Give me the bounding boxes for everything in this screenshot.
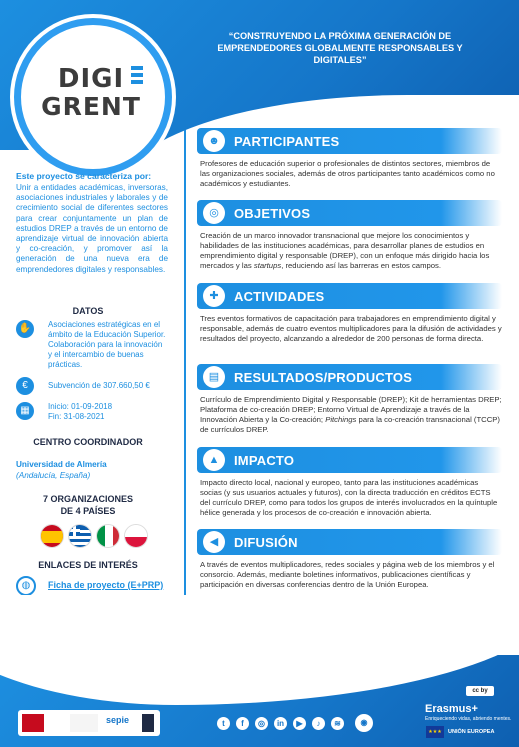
spain-government-logo-icon [22,714,44,732]
youtube-icon[interactable]: ▶ [293,717,306,730]
section-title: IMPACTO [234,453,295,468]
puzzle-icon: ✚ [203,285,225,307]
facebook-icon[interactable]: f [236,717,249,730]
orgs-line-1: 7 ORGANIZACIONES [42,494,133,504]
globe-icon: ◍ [16,576,36,596]
podcast-icon[interactable]: ◉ [355,714,373,732]
section-header [197,283,502,309]
section-objetivos [197,200,502,271]
section-header [197,200,502,226]
section-title: DIFUSIÓN [234,535,298,550]
handshake-icon: ✋ [16,320,34,338]
tiktok-icon[interactable]: ♪ [312,717,325,730]
datos-title: DATOS [72,306,104,316]
spotify-icon[interactable]: ≋ [331,717,344,730]
ministry-logo-icon [70,714,98,732]
orgs-line-2: DE 4 PAÍSES [60,506,116,516]
spain-flag-icon [40,524,64,548]
sponsor-logos [18,710,160,736]
poland-flag-icon [124,524,148,548]
eu-label: UNIÓN EUROPEA [448,729,495,735]
coordinator-name: Universidad de Almería [16,460,107,469]
motto-line-1: “CONSTRUYENDO LA PRÓXIMA GENERACIÓN DE [228,31,452,41]
section-text: A través de eventos multiplicadores, redes sociales y página web de los miembros y el consorcio. Además, mediante boletines informativos, publicaciones científicas y participación en diversas conferencias dentro de la Unión Europea. [200,560,495,589]
target-icon: ◎ [203,202,225,224]
datos-item-dates: ▦ Inicio: 01-09-2018 Fin: 31-08-2021 [16,402,166,422]
vertical-divider [184,130,186,650]
section-impacto [197,447,502,518]
logo-line-2: GRENT [41,92,141,121]
project-motto [190,30,490,66]
section-header [197,364,502,390]
coordinator-title: CENTRO COORDINADOR [33,437,143,447]
italy-flag-icon [96,524,120,548]
section-actividades [197,283,502,344]
project-sheet-link[interactable]: Ficha de proyecto (E+PRP) [48,580,164,590]
section-difusion [197,529,502,590]
motto-line-2: EMPRENDEDORES GLOBALMENTE RESPONSABLES Y DIGITALES” [217,43,463,65]
document-icon: ▤ [203,366,225,388]
money-icon: € [16,377,34,395]
chart-icon: ▲ [203,449,225,471]
greece-flag-icon [68,524,92,548]
eu-flag-icon: ★★★ [426,726,444,738]
intro-title: Este proyecto se caracteriza por: [16,171,152,181]
intro-text: Unir a entidades académicas, inversoras, asociaciones industriales y laborales y de crecimiento social de diferentes sectores para crear conjuntamente un plan de estudios DREP a través de un entorno de aprendizaje virtual de innovación abierta y co-creación, y promover así la generación de una nueva era de emprendedores digitales y responsables. [16,183,168,274]
linkedin-icon[interactable]: in [274,717,287,730]
people-icon: ☻ [203,130,225,152]
section-header [197,128,502,154]
section-participantes [197,128,502,189]
section-text: Profesores de educación superior o profesionales de distintos sectores, miembros de las organizaciones sociales, además de otros participantes tanto académicos como no académicos y estudiantes. [200,159,495,188]
calendar-icon: ▦ [16,402,34,420]
section-title: ACTIVIDADES [234,289,325,304]
section-text: Tres eventos formativos de capacitación para trabajadores en emprendimiento digital y responsable, además de cuatro eventos multiplicadores para la difusión de actividades y resultados del proyecto, alcanzando a alrededor de 200 personas de forma directa. [200,314,502,343]
coordinator-place: (Andalucía, España) [16,470,91,480]
link-project-sheet[interactable] [16,576,176,596]
datos-item-partnership: ✋ Asociaciones estratégicas en el ámbito de la Educación Superior. Colaboración para la innovación y el intercambio de buenas prácticas. [16,320,166,370]
erasmus-tagline: Enriqueciendo vidas, abriendo mentes. [425,716,512,722]
datos-item-grant: € Subvención de 307.660,50 € [16,377,166,391]
instagram-icon[interactable]: ◎ [255,717,268,730]
section-title: PARTICIPANTES [234,134,340,149]
logo-line-1: DIGI [57,64,125,94]
sepie-logo: sepie [106,715,130,725]
section-title: RESULTADOS/PRODUCTOS [234,370,413,385]
section-title: OBJETIVOS [234,206,311,221]
coordinator-info [16,460,166,481]
section-text: Creación de un marco innovador transnacional que mejore los conocimientos y habilidades de las instituciones académicas, para desarrollar planes de estudios en emprendimiento digital y responsable (DREP), con un enfoque más dirigido hacia los mercados y las startups, reduciendo así las barreras en estos campos. [200,231,490,270]
section-header [197,529,502,555]
cc-license-badge: cc by [466,686,494,696]
section-header [197,447,502,473]
section-text: Currículo de Emprendimiento Digital y Responsable (DREP); Kit de herramientas DREP; Plataforma de co-creación DREP; Entorno Virtual de Aprendizaje a través de la Innovación Abierta y la Co-creación; Pitchings para la co-creación transnacional (TCCP) de currículos DREP. [200,395,502,434]
logo-bars-icon [131,66,143,87]
erasmus-logo: Erasmus+ [425,703,478,715]
section-resultados [197,364,502,435]
links-title: ENLACES DE INTERÉS [38,560,138,570]
megaphone-icon: ◀ [203,531,225,553]
twitter-icon[interactable]: t [217,717,230,730]
footer-wave [0,595,519,705]
country-flags [40,524,150,550]
section-text: Impacto directo local, nacional y europeo, tanto para las instituciones académicas socias (y sus usuarios actuales y futuros), con la directa traducción en créditos ECTS del currículo DREP, como para todos los grupos de interés involucrados en la quíntuple hélice generada y los procesos de co-creación e innovación abierta. [200,478,498,517]
institution-logo-icon [142,714,154,732]
